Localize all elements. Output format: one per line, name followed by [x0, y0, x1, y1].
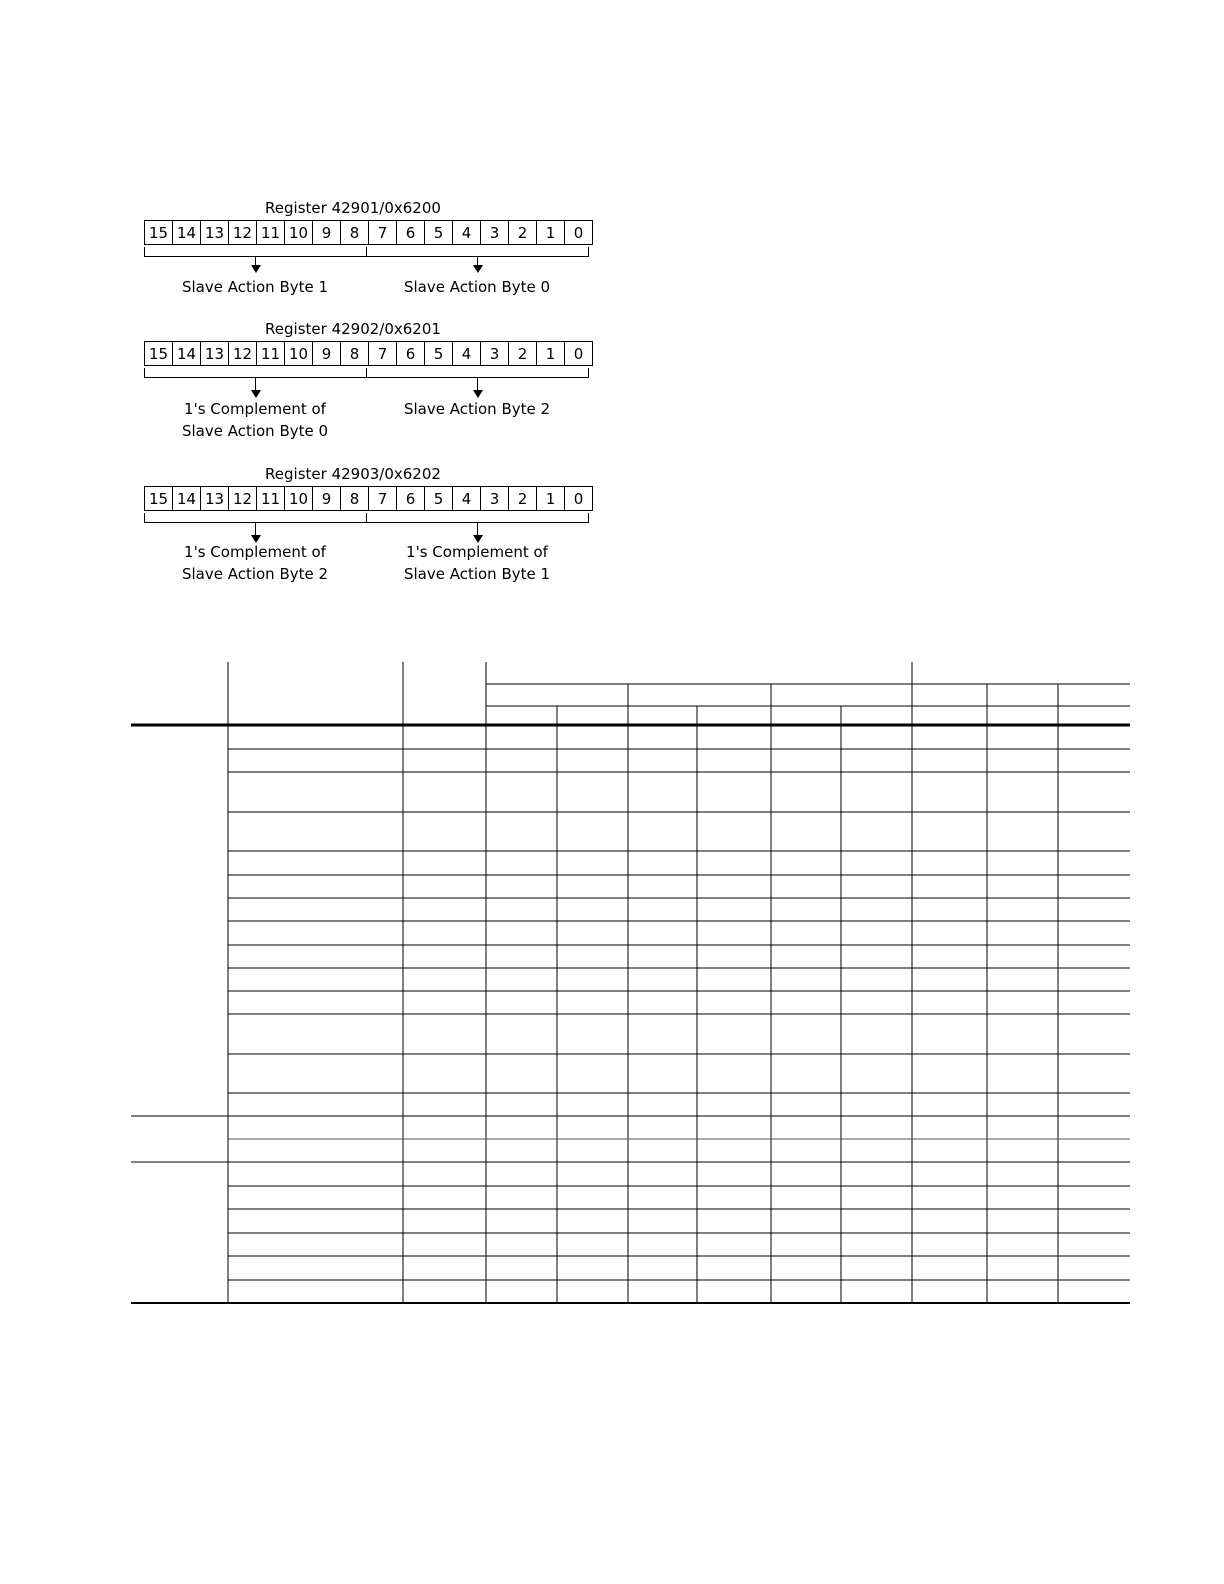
bit-cell: 5	[425, 487, 453, 510]
bit-cell: 2	[509, 221, 537, 244]
bit-cell: 12	[229, 342, 257, 365]
high-byte-label: 1's Complement of Slave Action Byte 2	[181, 543, 329, 583]
bit-cell: 11	[257, 487, 285, 510]
bit-cell: 6	[397, 221, 425, 244]
bit-cell: 0	[573, 223, 584, 242]
low-byte-label: Slave Action Byte 0	[403, 278, 551, 296]
bit-cell: 0	[573, 489, 584, 508]
register-title: Register 42901/0x6200	[265, 199, 441, 217]
bit-cell: 11	[257, 221, 285, 244]
register-title: Register 42903/0x6202	[265, 465, 441, 483]
bit-cell: 5	[425, 221, 453, 244]
bit-cell: 2	[509, 342, 537, 365]
bit-cell: 3	[481, 487, 509, 510]
bit-cell: 3	[481, 221, 509, 244]
bit-cell: 10	[285, 487, 313, 510]
bit-cell: 10	[285, 221, 313, 244]
bit-cell: 4	[453, 487, 481, 510]
low-byte-label: 1's Complement of Slave Action Byte 1	[403, 543, 551, 583]
bit-cell: 14	[173, 487, 201, 510]
high-byte-label: 1's Complement of Slave Action Byte 0	[181, 400, 329, 440]
bit-cell: 1	[537, 487, 565, 510]
bit-cell: 8	[341, 487, 369, 510]
bit-cell: 14	[173, 221, 201, 244]
bit-cell: 1	[537, 221, 565, 244]
high-byte-label: Slave Action Byte 1	[181, 278, 329, 296]
bit-cell: 15	[145, 342, 173, 365]
bit-cell: 7	[369, 342, 397, 365]
bit-cell: 3	[481, 342, 509, 365]
bit-cell: 0	[573, 344, 584, 363]
bit-cell: 6	[397, 342, 425, 365]
register-title: Register 42902/0x6201	[265, 320, 441, 338]
bit-cell: 14	[173, 342, 201, 365]
bit-cell: 4	[453, 342, 481, 365]
bit-cell: 10	[285, 342, 313, 365]
bit-cell: 9	[313, 221, 341, 244]
bit-cell: 15	[145, 221, 173, 244]
bit-cell: 7	[369, 487, 397, 510]
bit-cell: 8	[341, 221, 369, 244]
low-byte-label: Slave Action Byte 2	[403, 400, 551, 418]
bit-cell: 7	[369, 221, 397, 244]
bit-cell: 5	[425, 342, 453, 365]
bit-cell: 12	[229, 221, 257, 244]
bit-cell: 8	[341, 342, 369, 365]
bit-cell: 12	[229, 487, 257, 510]
bit-cell: 9	[313, 342, 341, 365]
bit-cell: 13	[201, 487, 229, 510]
bit-cell: 9	[313, 487, 341, 510]
bit-cell: 1	[537, 342, 565, 365]
bit-cell: 11	[257, 342, 285, 365]
bit-cell: 13	[201, 221, 229, 244]
bit-cell: 6	[397, 487, 425, 510]
bit-cell: 15	[145, 487, 173, 510]
bit-cell: 2	[509, 487, 537, 510]
bit-cell: 13	[201, 342, 229, 365]
bit-cell: 4	[453, 221, 481, 244]
